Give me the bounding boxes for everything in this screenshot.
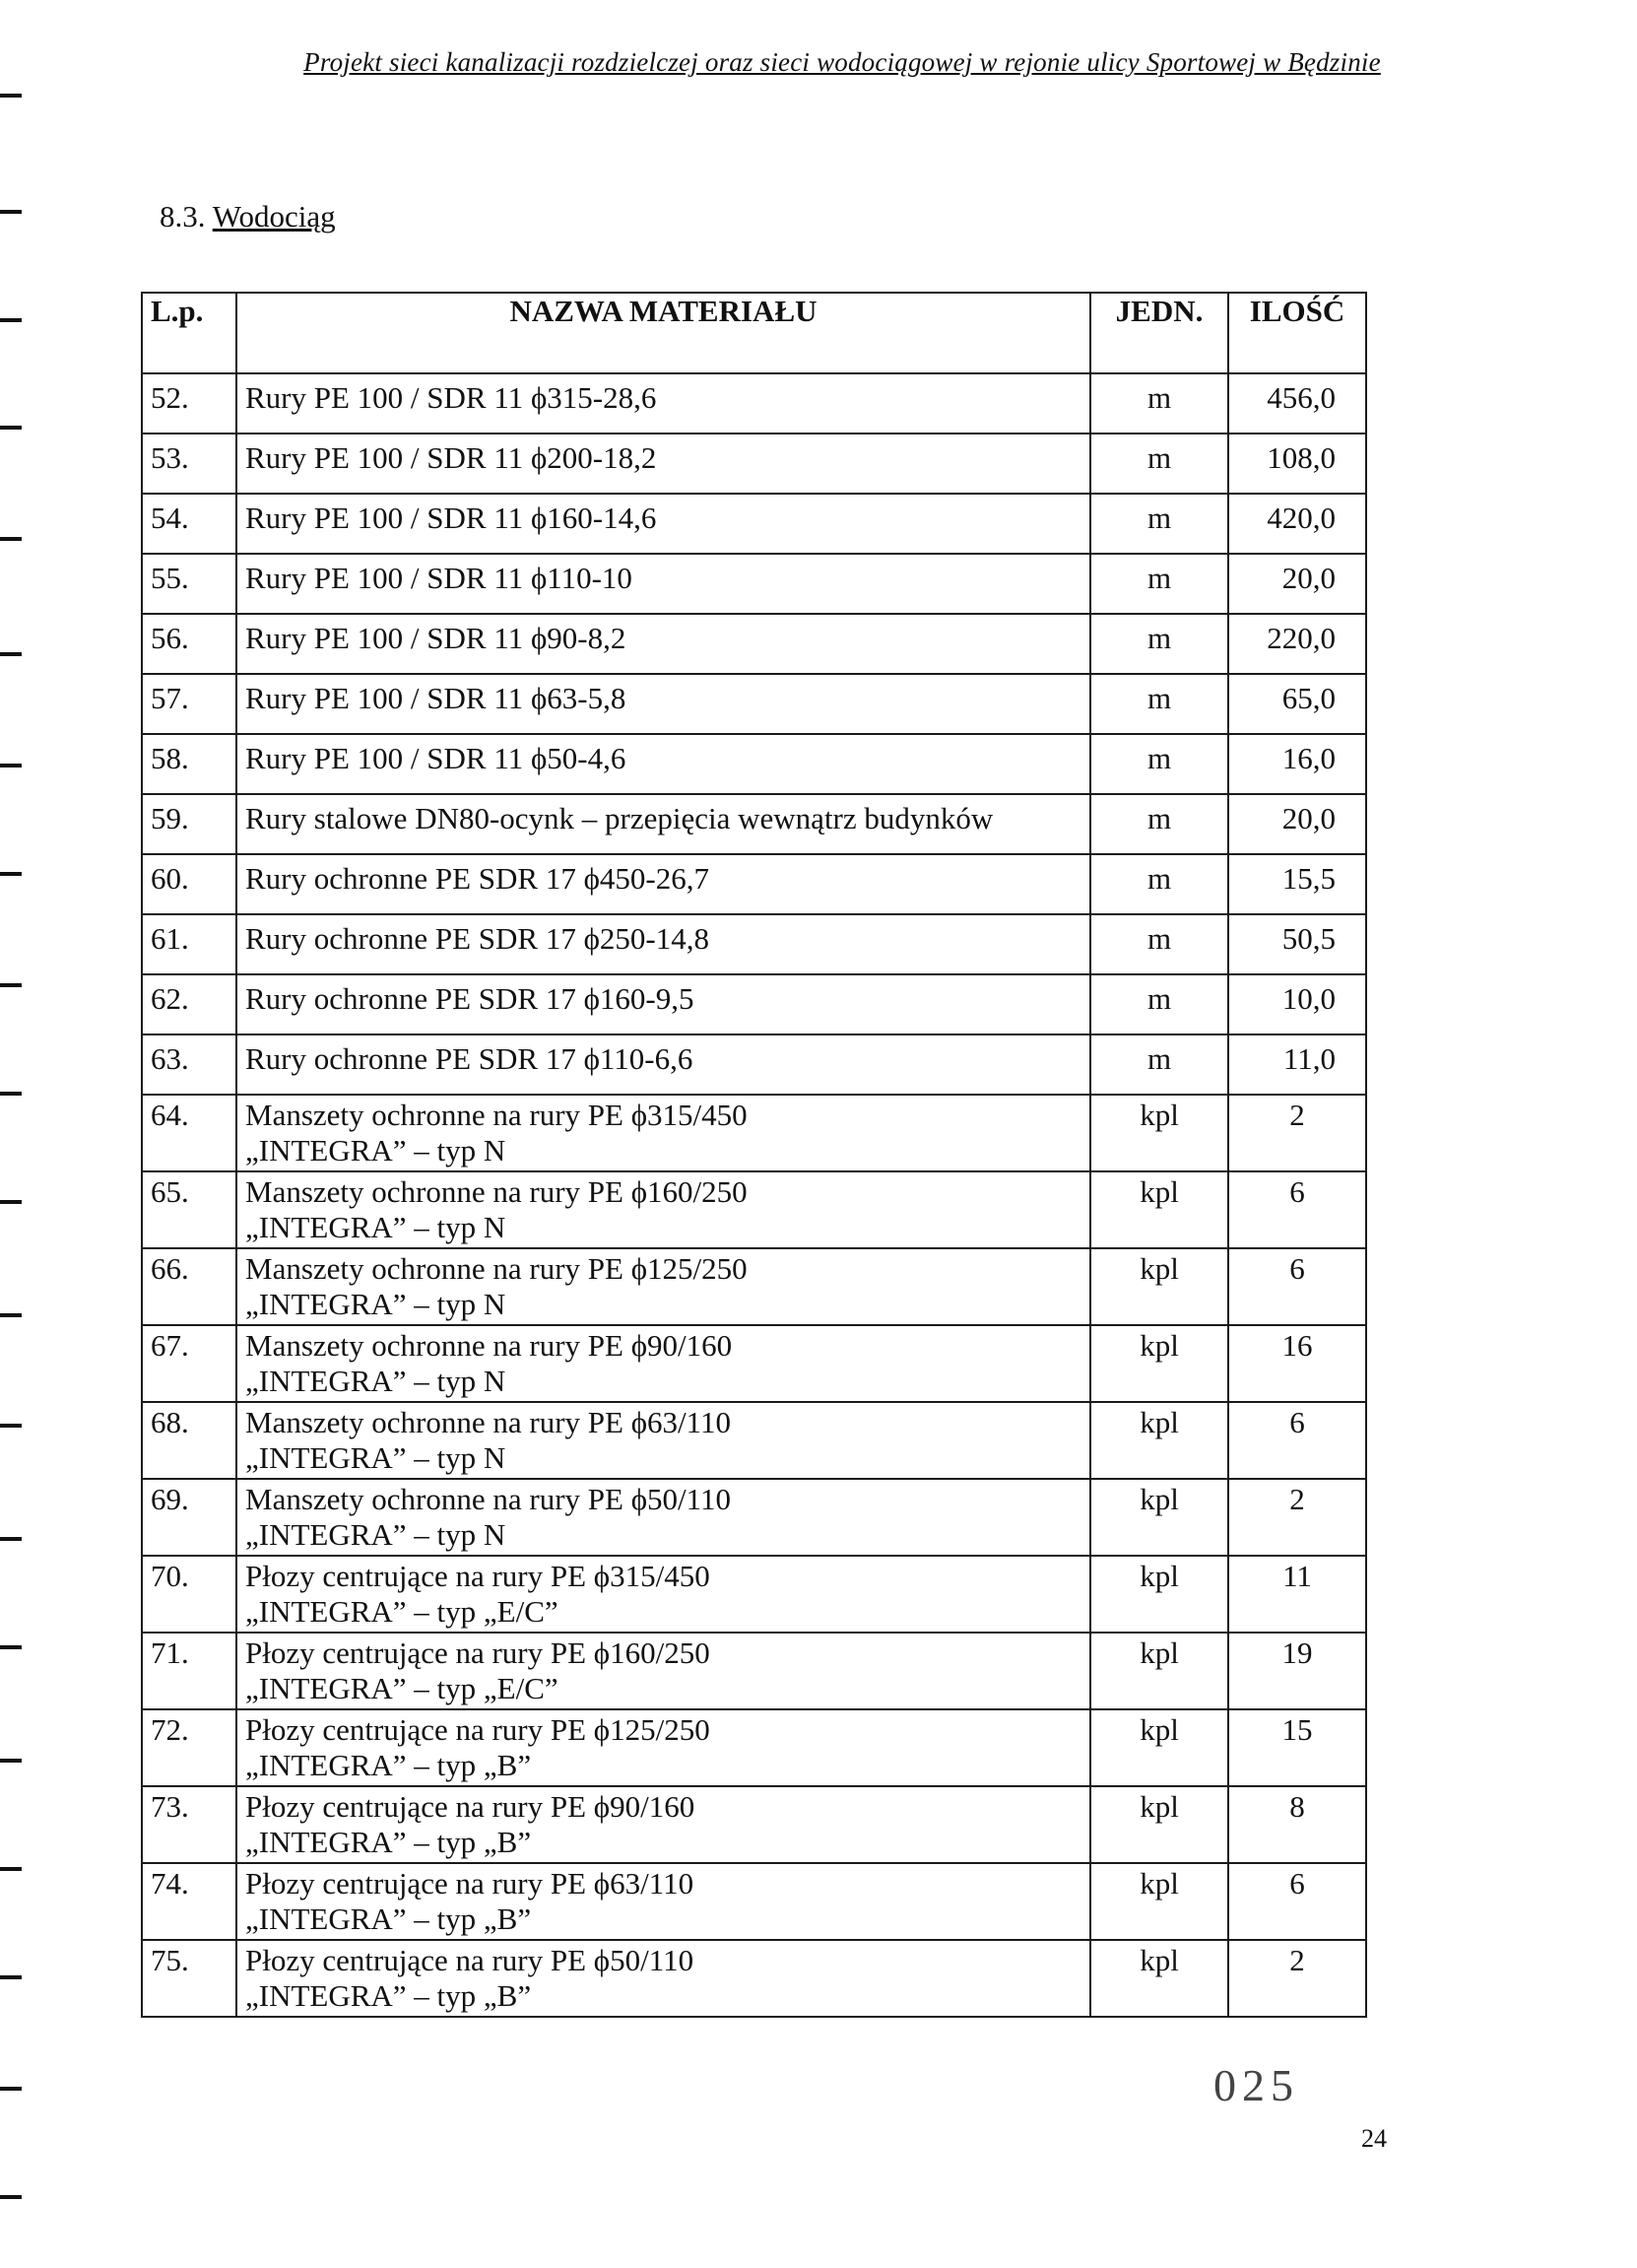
margin-mark <box>0 652 22 656</box>
row-quantity: 10,0 <box>1228 974 1366 1034</box>
row-lp: 68. <box>142 1402 236 1479</box>
row-lp: 64. <box>142 1095 236 1171</box>
table-row <box>142 674 1366 734</box>
table-row <box>142 494 1366 554</box>
material-name-line1: Rury ochronne PE SDR 17 ϕ160-9,5 <box>245 981 694 1016</box>
row-material-name <box>236 614 1090 674</box>
row-lp: 73. <box>142 1786 236 1863</box>
row-quantity: 2 <box>1228 1479 1366 1556</box>
material-name-line2: „INTEGRA” – typ N <box>245 1210 506 1244</box>
row-quantity: 20,0 <box>1228 554 1366 614</box>
table-row <box>142 434 1366 494</box>
row-material-name <box>236 1325 1090 1402</box>
row-lp: 54. <box>142 494 236 554</box>
row-lp: 62. <box>142 974 236 1034</box>
row-lp: 66. <box>142 1248 236 1325</box>
material-name-line2: „INTEGRA” – typ „B” <box>245 1901 532 1936</box>
row-lp: 57. <box>142 674 236 734</box>
material-name-line2: „INTEGRA” – typ N <box>245 1364 506 1398</box>
row-material-name <box>236 1034 1090 1095</box>
row-unit: m <box>1090 614 1228 674</box>
row-unit: kpl <box>1090 1171 1228 1248</box>
row-quantity: 2 <box>1228 1095 1366 1171</box>
material-name-line1: Rury PE 100 / SDR 11 ϕ90-8,2 <box>245 621 626 655</box>
margin-mark <box>0 1313 22 1317</box>
margin-mark <box>0 2087 22 2091</box>
row-quantity: 15 <box>1228 1709 1366 1786</box>
row-quantity: 15,5 <box>1228 854 1366 914</box>
row-unit: kpl <box>1090 1863 1228 1940</box>
row-unit: m <box>1090 794 1228 854</box>
table-row <box>142 854 1366 914</box>
margin-mark <box>0 426 22 430</box>
header-unit: JEDN. <box>1090 293 1228 373</box>
row-material-name <box>236 1248 1090 1325</box>
row-quantity: 50,5 <box>1228 914 1366 974</box>
materials-table <box>141 292 1367 2018</box>
table-row <box>142 1786 1366 1863</box>
table-row <box>142 1940 1366 2017</box>
row-quantity: 8 <box>1228 1786 1366 1863</box>
row-quantity: 420,0 <box>1228 494 1366 554</box>
row-unit: m <box>1090 974 1228 1034</box>
row-lp: 72. <box>142 1709 236 1786</box>
table-row <box>142 373 1366 434</box>
row-unit: kpl <box>1090 1633 1228 1709</box>
material-name-line1: Manszety ochronne na rury PE ϕ63/110 <box>245 1405 731 1439</box>
row-quantity: 19 <box>1228 1633 1366 1709</box>
row-material-name <box>236 1786 1090 1863</box>
material-name-line1: Manszety ochronne na rury PE ϕ315/450 <box>245 1098 748 1132</box>
material-name-line1: Manszety ochronne na rury PE ϕ90/160 <box>245 1328 733 1363</box>
row-lp: 75. <box>142 1940 236 2017</box>
row-lp: 52. <box>142 373 236 434</box>
row-lp: 63. <box>142 1034 236 1095</box>
material-name-line1: Manszety ochronne na rury PE ϕ125/250 <box>245 1251 748 1286</box>
row-lp: 61. <box>142 914 236 974</box>
page-number: 24 <box>1361 2124 1387 2153</box>
header-lp: L.p. <box>142 293 236 373</box>
row-material-name <box>236 974 1090 1034</box>
page-stamp: 025 <box>1213 2060 1299 2110</box>
material-name-line1: Rury stalowe DN80-ocynk – przepięcia wewnątrz budynków <box>245 801 994 835</box>
material-name-line1: Rury ochronne PE SDR 17 ϕ110-6,6 <box>245 1041 693 1076</box>
row-material-name <box>236 1479 1090 1556</box>
material-name-line2: „INTEGRA” – typ „B” <box>245 1825 532 1859</box>
material-name-line1: Manszety ochronne na rury PE ϕ50/110 <box>245 1482 731 1516</box>
row-material-name <box>236 1171 1090 1248</box>
material-name-line1: Płozy centrujące na rury PE ϕ63/110 <box>245 1866 694 1901</box>
row-lp: 53. <box>142 434 236 494</box>
row-unit: m <box>1090 674 1228 734</box>
row-quantity: 108,0 <box>1228 434 1366 494</box>
table-row <box>142 1034 1366 1095</box>
row-unit: m <box>1090 734 1228 794</box>
margin-mark <box>0 1975 22 1979</box>
row-unit: kpl <box>1090 1479 1228 1556</box>
row-material-name <box>236 373 1090 434</box>
row-material-name <box>236 494 1090 554</box>
row-quantity: 220,0 <box>1228 614 1366 674</box>
margin-mark <box>0 318 22 322</box>
table-row <box>142 1709 1366 1786</box>
row-lp: 58. <box>142 734 236 794</box>
material-name-line1: Rury ochronne PE SDR 17 ϕ250-14,8 <box>245 921 709 956</box>
row-unit: m <box>1090 494 1228 554</box>
material-name-line1: Płozy centrujące na rury PE ϕ315/450 <box>245 1559 710 1593</box>
material-name-line1: Płozy centrujące na rury PE ϕ160/250 <box>245 1635 710 1670</box>
material-name-line1: Płozy centrujące na rury PE ϕ90/160 <box>245 1789 695 1824</box>
row-lp: 56. <box>142 614 236 674</box>
table-row <box>142 614 1366 674</box>
row-quantity: 16,0 <box>1228 734 1366 794</box>
margin-mark <box>0 764 22 767</box>
material-name-line1: Rury PE 100 / SDR 11 ϕ63-5,8 <box>245 681 626 715</box>
material-name-line2: „INTEGRA” – typ „B” <box>245 1978 532 2013</box>
row-lp: 74. <box>142 1863 236 1940</box>
row-material-name <box>236 734 1090 794</box>
margin-mark <box>0 872 22 876</box>
row-material-name <box>236 1402 1090 1479</box>
row-quantity: 65,0 <box>1228 674 1366 734</box>
section-name: Wodociąg <box>212 199 336 233</box>
table-row <box>142 1095 1366 1171</box>
row-unit: kpl <box>1090 1786 1228 1863</box>
margin-mark <box>0 1537 22 1541</box>
material-name-line1: Płozy centrujące na rury PE ϕ125/250 <box>245 1712 710 1747</box>
document-header: Projekt sieci kanalizacji rozdzielczej oraz sieci wodociągowej w rejonie ulicy Sportowej w Będzinie <box>303 47 1381 77</box>
table-row <box>142 914 1366 974</box>
material-name-line2: „INTEGRA” – typ „E/C” <box>245 1594 558 1629</box>
row-unit: m <box>1090 373 1228 434</box>
table-header-row <box>142 293 1366 373</box>
margin-mark <box>0 1759 22 1763</box>
material-name-line1: Rury PE 100 / SDR 11 ϕ110-10 <box>245 561 632 595</box>
material-name-line2: „INTEGRA” – typ N <box>245 1517 506 1552</box>
row-unit: m <box>1090 854 1228 914</box>
table-row <box>142 1402 1366 1479</box>
row-quantity: 16 <box>1228 1325 1366 1402</box>
row-material-name <box>236 674 1090 734</box>
table-row <box>142 1863 1366 1940</box>
section-number: 8.3. <box>160 199 206 233</box>
header-qty: ILOŚĆ <box>1228 293 1366 373</box>
margin-mark <box>0 1867 22 1871</box>
margin-mark <box>0 1092 22 1096</box>
row-lp: 67. <box>142 1325 236 1402</box>
material-name-line1: Rury PE 100 / SDR 11 ϕ315-28,6 <box>245 380 657 415</box>
table-row <box>142 1248 1366 1325</box>
material-name-line1: Płozy centrujące na rury PE ϕ50/110 <box>245 1943 694 1977</box>
margin-mark <box>0 1645 22 1649</box>
row-material-name <box>236 1633 1090 1709</box>
row-material-name <box>236 794 1090 854</box>
row-quantity: 6 <box>1228 1402 1366 1479</box>
material-name-line2: „INTEGRA” – typ N <box>245 1440 506 1475</box>
row-lp: 65. <box>142 1171 236 1248</box>
row-unit: m <box>1090 434 1228 494</box>
margin-mark <box>0 537 22 541</box>
row-unit: kpl <box>1090 1402 1228 1479</box>
row-material-name <box>236 1709 1090 1786</box>
section-heading <box>160 199 336 234</box>
margin-mark <box>0 2195 22 2199</box>
table-row <box>142 794 1366 854</box>
row-lp: 60. <box>142 854 236 914</box>
row-material-name <box>236 1556 1090 1633</box>
material-name-line2: „INTEGRA” – typ „E/C” <box>245 1671 558 1705</box>
row-unit: kpl <box>1090 1095 1228 1171</box>
header-name: NAZWA MATERIAŁU <box>236 293 1090 373</box>
material-name-line2: „INTEGRA” – typ N <box>245 1287 506 1321</box>
row-lp: 69. <box>142 1479 236 1556</box>
material-name-line2: „INTEGRA” – typ N <box>245 1133 506 1167</box>
row-unit: kpl <box>1090 1556 1228 1633</box>
margin-mark <box>0 983 22 987</box>
table-row <box>142 1479 1366 1556</box>
table-row <box>142 974 1366 1034</box>
material-name-line1: Manszety ochronne na rury PE ϕ160/250 <box>245 1174 748 1209</box>
table-row <box>142 1556 1366 1633</box>
table-row <box>142 1633 1366 1709</box>
row-unit: m <box>1090 1034 1228 1095</box>
row-unit: kpl <box>1090 1940 1228 2017</box>
margin-mark <box>0 1200 22 1204</box>
row-material-name <box>236 554 1090 614</box>
row-quantity: 11,0 <box>1228 1034 1366 1095</box>
row-unit: kpl <box>1090 1709 1228 1786</box>
table-row <box>142 554 1366 614</box>
margin-mark <box>0 210 22 214</box>
row-material-name <box>236 914 1090 974</box>
row-unit: m <box>1090 914 1228 974</box>
row-quantity: 20,0 <box>1228 794 1366 854</box>
row-unit: kpl <box>1090 1248 1228 1325</box>
row-material-name <box>236 1095 1090 1171</box>
row-unit: kpl <box>1090 1325 1228 1402</box>
row-quantity: 6 <box>1228 1248 1366 1325</box>
row-quantity: 6 <box>1228 1171 1366 1248</box>
row-quantity: 11 <box>1228 1556 1366 1633</box>
row-material-name <box>236 434 1090 494</box>
row-material-name <box>236 1940 1090 2017</box>
material-name-line1: Rury PE 100 / SDR 11 ϕ200-18,2 <box>245 440 657 475</box>
row-unit: m <box>1090 554 1228 614</box>
table-row <box>142 734 1366 794</box>
material-name-line1: Rury ochronne PE SDR 17 ϕ450-26,7 <box>245 861 709 896</box>
table-row <box>142 1325 1366 1402</box>
margin-mark <box>0 94 22 98</box>
row-quantity: 2 <box>1228 1940 1366 2017</box>
row-lp: 55. <box>142 554 236 614</box>
row-material-name <box>236 1863 1090 1940</box>
row-lp: 59. <box>142 794 236 854</box>
row-lp: 70. <box>142 1556 236 1633</box>
row-quantity: 456,0 <box>1228 373 1366 434</box>
row-material-name <box>236 854 1090 914</box>
margin-mark <box>0 1424 22 1428</box>
table-row <box>142 1171 1366 1248</box>
row-lp: 71. <box>142 1633 236 1709</box>
row-quantity: 6 <box>1228 1863 1366 1940</box>
material-name-line1: Rury PE 100 / SDR 11 ϕ50-4,6 <box>245 741 626 775</box>
material-name-line1: Rury PE 100 / SDR 11 ϕ160-14,6 <box>245 500 657 535</box>
material-name-line2: „INTEGRA” – typ „B” <box>245 1748 532 1782</box>
